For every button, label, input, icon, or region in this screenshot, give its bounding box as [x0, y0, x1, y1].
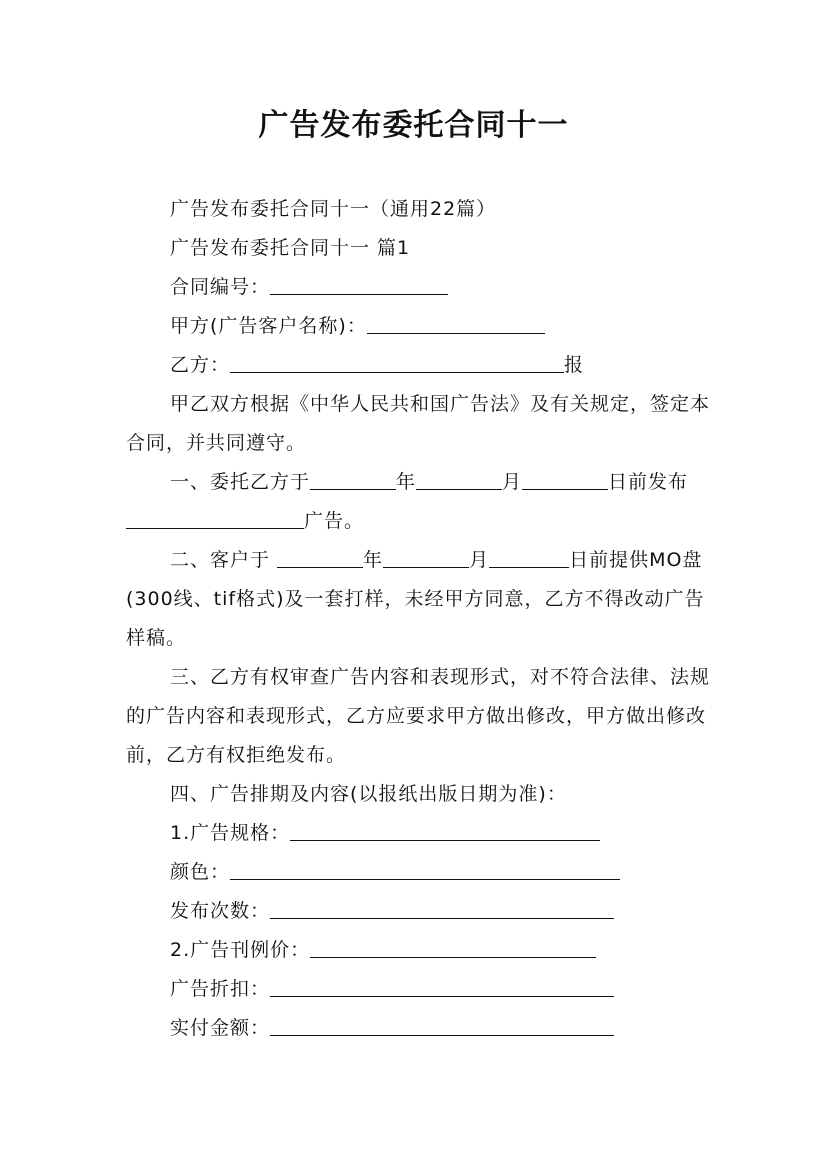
clause-2-month-label: 月	[469, 549, 490, 571]
party-a-label: 甲方(广告客户名称)：	[170, 315, 367, 337]
party-b-blank	[230, 350, 564, 373]
price-line	[126, 931, 716, 970]
spec-label: 1.广告规格：	[170, 822, 291, 844]
color-blank	[230, 857, 620, 880]
spec-line	[126, 814, 716, 853]
price-blank	[310, 935, 596, 958]
clause-1-year-label: 年	[396, 471, 417, 493]
clause-1-year-blank	[310, 467, 396, 490]
party-a-blank	[367, 311, 545, 334]
clause-1-ad-blank	[126, 506, 304, 529]
clause-1-day-label: 日前发布	[608, 471, 689, 493]
clause-2-text-rest: 日前提供MO盘(300线、tif格式)及一套打样，未经甲方同意，乙方不得改动广告样稿。	[126, 549, 705, 649]
times-line	[126, 892, 716, 931]
spec-blank	[290, 818, 600, 841]
clause-1-day-blank	[522, 467, 608, 490]
discount-label: 广告折扣：	[170, 978, 271, 1000]
contract-no-line	[126, 268, 716, 307]
paid-label: 实付金额：	[170, 1017, 271, 1039]
doc-subtitle: 广告发布委托合同十一（通用22篇）	[170, 198, 497, 220]
clause-2-year-blank	[277, 545, 363, 568]
party-a-line	[126, 307, 716, 346]
clause-1-month-blank	[416, 467, 502, 490]
clause-2-text-a: 二、客户于	[170, 549, 278, 571]
clause-2-day-blank	[489, 545, 569, 568]
discount-blank	[270, 974, 614, 997]
party-b-label: 乙方：	[170, 354, 231, 376]
clause-1-text-a: 一、委托乙方于	[170, 471, 311, 493]
price-label: 2.广告刊例价：	[170, 939, 311, 961]
clause-2-year-label: 年	[363, 549, 384, 571]
contract-no-label: 合同编号：	[170, 276, 271, 298]
times-label: 发布次数：	[170, 900, 271, 922]
party-b-suffix: 报	[564, 354, 585, 376]
paid-blank	[270, 1013, 614, 1036]
color-label: 颜色：	[170, 861, 231, 883]
contract-no-blank	[270, 272, 448, 295]
clause-1-month-label: 月	[502, 471, 523, 493]
section-heading: 广告发布委托合同十一 篇1	[170, 237, 411, 259]
document-title: 广告发布委托合同十一	[258, 108, 569, 143]
party-b-line	[126, 346, 716, 385]
discount-line	[126, 970, 716, 1009]
document-body	[126, 190, 716, 1048]
color-line	[126, 853, 716, 892]
clause-2-month-blank	[383, 545, 469, 568]
clause-4: 四、广告排期及内容(以报纸出版日期为准)：	[170, 783, 567, 805]
clause-1-end: 广告。	[304, 510, 365, 532]
clause-2	[126, 541, 716, 658]
clause-3: 三、乙方有权审查广告内容和表现形式，对不符合法律、法规的广告内容和表现形式，乙方应要求甲方做出修改，甲方做出修改前，乙方有权拒绝发布。	[126, 666, 711, 766]
clause-1	[126, 463, 716, 541]
paid-line	[126, 1009, 716, 1048]
times-blank	[270, 896, 614, 919]
intro-paragraph: 甲乙双方根据《中华人民共和国广告法》及有关规定，签定本合同，并共同遵守。	[126, 393, 711, 454]
